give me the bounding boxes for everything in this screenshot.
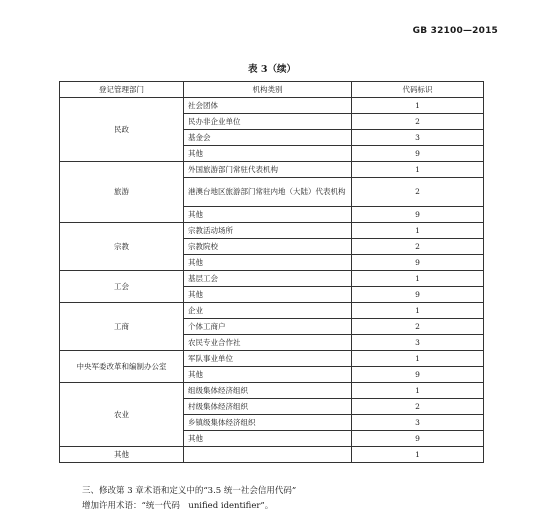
dept-cell: 工会 xyxy=(60,271,184,303)
amendment-line-1: 三、修改第 3 章术语和定义中的“3.5 统一社会信用代码” xyxy=(82,486,297,496)
type-cell: 宗教院校 xyxy=(184,239,352,255)
code-cell: 1 xyxy=(352,223,484,239)
code-cell: 2 xyxy=(352,399,484,415)
code-cell: 9 xyxy=(352,207,484,223)
dept-cell: 工商 xyxy=(60,303,184,351)
code-cell: 1 xyxy=(352,98,484,114)
type-cell: 其他 xyxy=(184,207,352,223)
code-cell: 2 xyxy=(352,178,484,207)
column-header-code: 代码标识 xyxy=(352,82,484,98)
table-row xyxy=(60,383,484,399)
type-cell: 个体工商户 xyxy=(184,319,352,335)
code-cell: 2 xyxy=(352,319,484,335)
table-row xyxy=(60,447,484,463)
type-cell: 民办非企业单位 xyxy=(184,114,352,130)
table-row xyxy=(60,351,484,367)
column-header-dept: 登记管理部门 xyxy=(60,82,184,98)
type-cell: 其他 xyxy=(184,431,352,447)
code-cell: 1 xyxy=(352,351,484,367)
code-cell: 1 xyxy=(352,383,484,399)
type-cell: 组级集体经济组织 xyxy=(184,383,352,399)
dept-cell: 其他 xyxy=(60,447,184,463)
code-cell: 3 xyxy=(352,335,484,351)
type-cell: 军队事业单位 xyxy=(184,351,352,367)
code-cell: 9 xyxy=(352,287,484,303)
code-cell: 1 xyxy=(352,271,484,287)
type-cell: 外国旅游部门常驻代表机构 xyxy=(184,162,352,178)
type-cell: 宗教活动场所 xyxy=(184,223,352,239)
table-row xyxy=(60,271,484,287)
type-cell: 其他 xyxy=(184,287,352,303)
type-cell: 基层工会 xyxy=(184,271,352,287)
code-cell: 3 xyxy=(352,415,484,431)
code-cell: 9 xyxy=(352,146,484,162)
type-cell: 基金会 xyxy=(184,130,352,146)
table-row xyxy=(60,98,484,114)
code-cell: 1 xyxy=(352,447,484,463)
type-cell: 其他 xyxy=(184,367,352,383)
type-cell: 港澳台地区旅游部门常驻内地（大陆）代表机构 xyxy=(184,178,352,207)
table-caption: 表 3（续） xyxy=(248,64,296,75)
type-cell: 农民专业合作社 xyxy=(184,335,352,351)
type-cell: 其他 xyxy=(184,255,352,271)
code-cell: 1 xyxy=(352,162,484,178)
table-row xyxy=(60,223,484,239)
type-cell: 乡镇级集体经济组织 xyxy=(184,415,352,431)
standard-number: GB 32100—2015 xyxy=(412,26,498,36)
type-cell: 社会团体 xyxy=(184,98,352,114)
dept-cell: 农业 xyxy=(60,383,184,447)
code-cell: 1 xyxy=(352,303,484,319)
code-cell: 9 xyxy=(352,367,484,383)
type-cell xyxy=(184,447,352,463)
code-cell: 2 xyxy=(352,114,484,130)
type-cell: 村级集体经济组织 xyxy=(184,399,352,415)
type-cell: 其他 xyxy=(184,146,352,162)
table-row xyxy=(60,162,484,178)
code-cell: 9 xyxy=(352,255,484,271)
code-cell: 3 xyxy=(352,130,484,146)
amendment-note xyxy=(82,484,296,514)
code-cell: 2 xyxy=(352,239,484,255)
dept-cell: 宗教 xyxy=(60,223,184,271)
table-row xyxy=(60,303,484,319)
code-cell: 9 xyxy=(352,431,484,447)
type-cell: 企业 xyxy=(184,303,352,319)
code-table xyxy=(59,81,484,463)
table-body xyxy=(60,98,484,463)
dept-cell: 旅游 xyxy=(60,162,184,223)
amendment-line-2: 增加许用术语：“统一代码 unified identifier”。 xyxy=(82,501,274,511)
dept-cell: 中央军委改革和编制办公室 xyxy=(60,351,184,383)
dept-cell: 民政 xyxy=(60,98,184,162)
table-header-row xyxy=(60,82,484,98)
column-header-type: 机构类别 xyxy=(184,82,352,98)
